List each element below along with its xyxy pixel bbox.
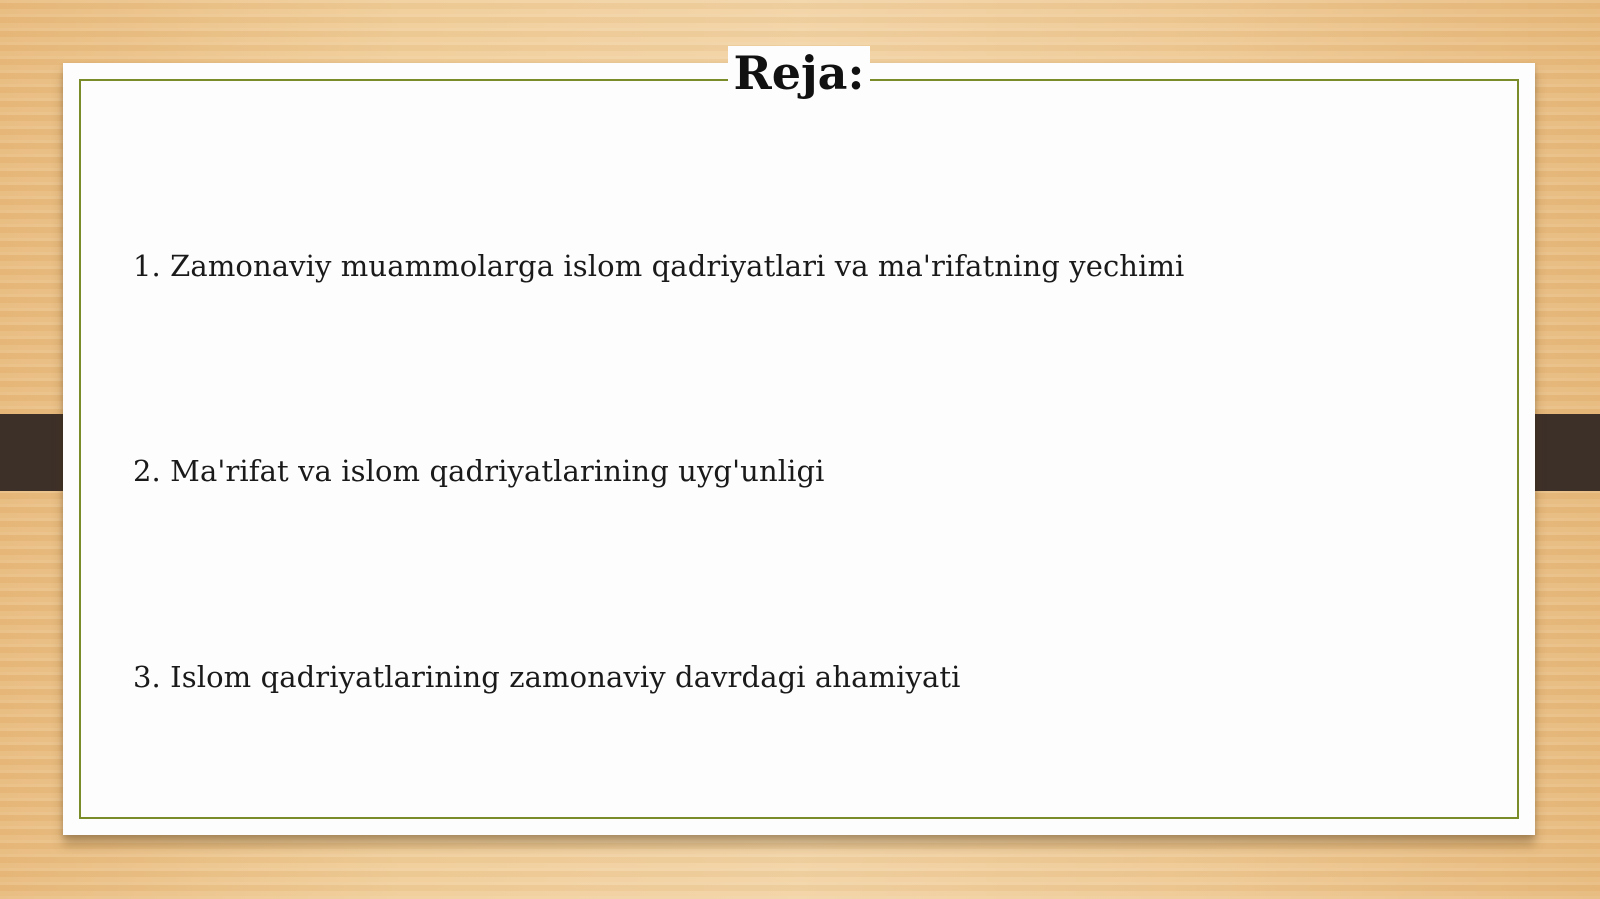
- plan-item-1: 1. Zamonaviy muammolarga islom qadriyatlari va ma'rifatning yechimi: [133, 249, 1185, 283]
- slide-paper: [63, 46, 1535, 835]
- slide-title-text: Reja:: [728, 46, 871, 100]
- plan-item-3: 3. Islom qadriyatlarining zamonaviy davrdagi ahamiyati: [133, 660, 961, 694]
- slide-frame: [79, 79, 1519, 819]
- slide-title: [63, 43, 1535, 103]
- plan-item-2: 2. Ma'rifat va islom qadriyatlarining uyg'unligi: [133, 454, 825, 488]
